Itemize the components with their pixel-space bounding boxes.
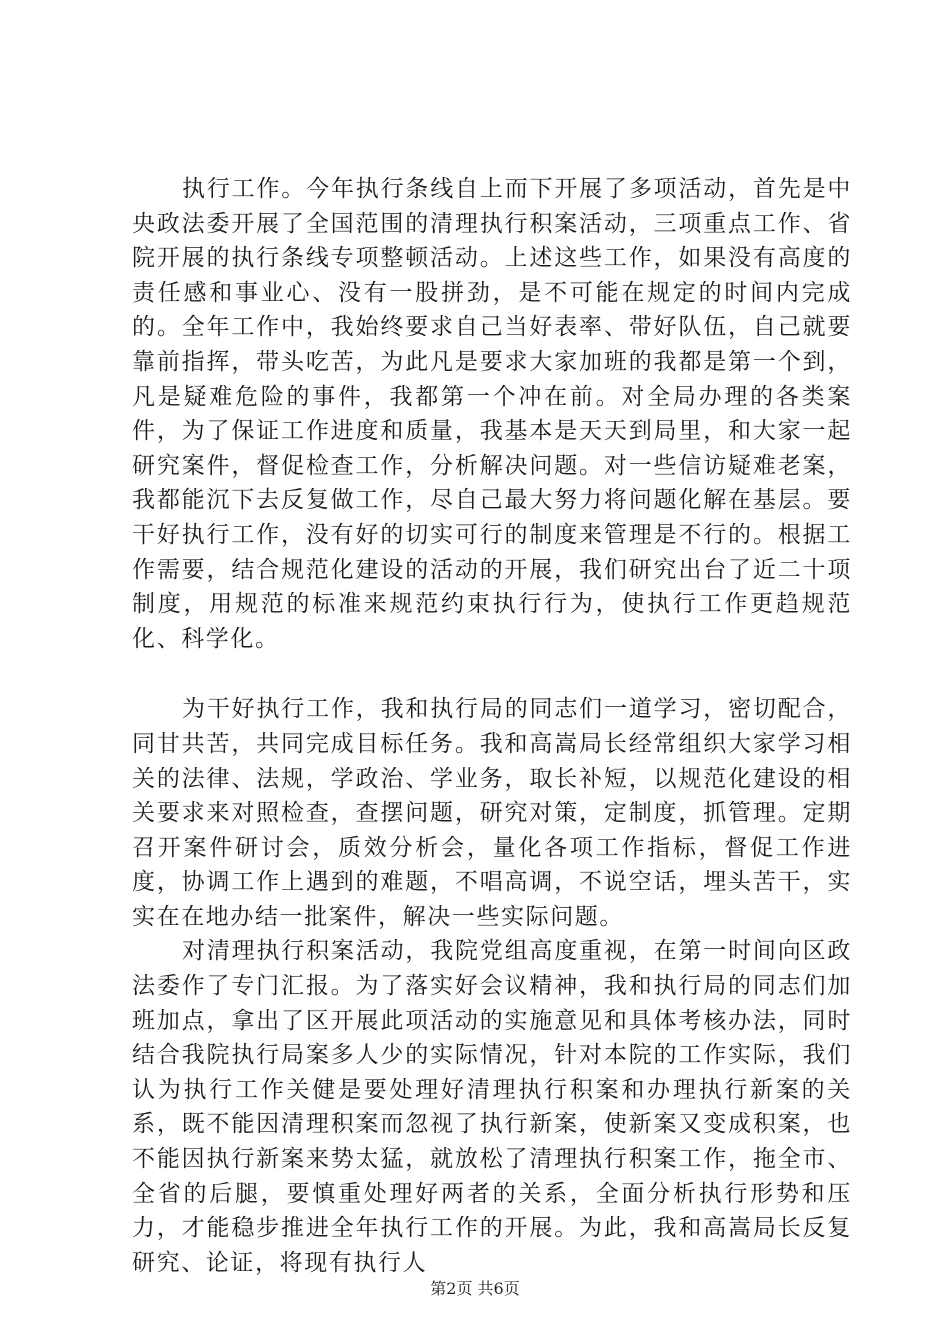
paragraph-2: 为干好执行工作，我和执行局的同志们一道学习，密切配合，同甘共苦，共同完成目标任务。我和高嵩局长经常组织大家学习相关的法律、法规，学政治、学业务，取长补短，以规范化建设的相关要求来对照检查，查摆问题，研究对策，定制度，抓管理。定期召开案件研讨会，质效分析会，量化各项工作指标，督促工作进度，协调工作上遇到的难题，不唱高调，不说空话，埋头苦干，实实在在地办结一批案件，解决一些实际问题。 bbox=[132, 696, 852, 930]
paragraph-1: 执行工作。今年执行条线自上而下开展了多项活动，首先是中央政法委开展了全国范围的清理执行积案活动，三项重点工作、省院开展的执行条线专项整顿活动。上述这些工作，如果没有高度的责任感和事业心、没有一股拼劲，是不可能在规定的时间内完成的。全年工作中，我始终要求自己当好表率、带好队伍，自己就要靠前指挥，带头吃苦，为此凡是要求大家加班的我都是第一个到，凡是疑难危险的事件，我都第一个冲在前。对全局办理的各类案件，为了保证工作进度和质量，我基本是天天到局里，和大家一起研究案件，督促检查工作，分析解决问题。对一些信访疑难老案，我都能沉下去反复做工作，尽自己最大努力将问题化解在基层。要干好执行工作，没有好的切实可行的制度来管理是不行的。根据工作需要，结合规范化建设的活动的开展，我们研究出台了近二十项制度，用规范的标准来规范约束执行行为，使执行工作更趋规范化、科学化。 bbox=[132, 176, 852, 652]
paragraph-spacer bbox=[132, 656, 852, 692]
paragraph-3: 对清理执行积案活动，我院党组高度重视，在第一时间向区政法委作了专门汇报。为了落实好会议精神，我和执行局的同志们加班加点，拿出了区开展此项活动的实施意见和具体考核办法，同时结合我院执行局案多人少的实际情况，针对本院的工作实际，我们认为执行工作关健是要处理好清理执行积案和办理执行新案的关系，既不能因清理积案而忽视了执行新案，使新案又变成积案，也不能因执行新案来势太猛，就放松了清理执行积案工作，拖全市、全省的后腿，要慎重处理好两者的关系，全面分析执行形势和压力，才能稳步推进全年执行工作的开展。为此，我和高嵩局长反复研究、论证，将现有执行人 bbox=[132, 938, 852, 1276]
document-body bbox=[132, 172, 852, 1280]
page-number-footer: 第2页 共6页 bbox=[430, 1279, 520, 1298]
